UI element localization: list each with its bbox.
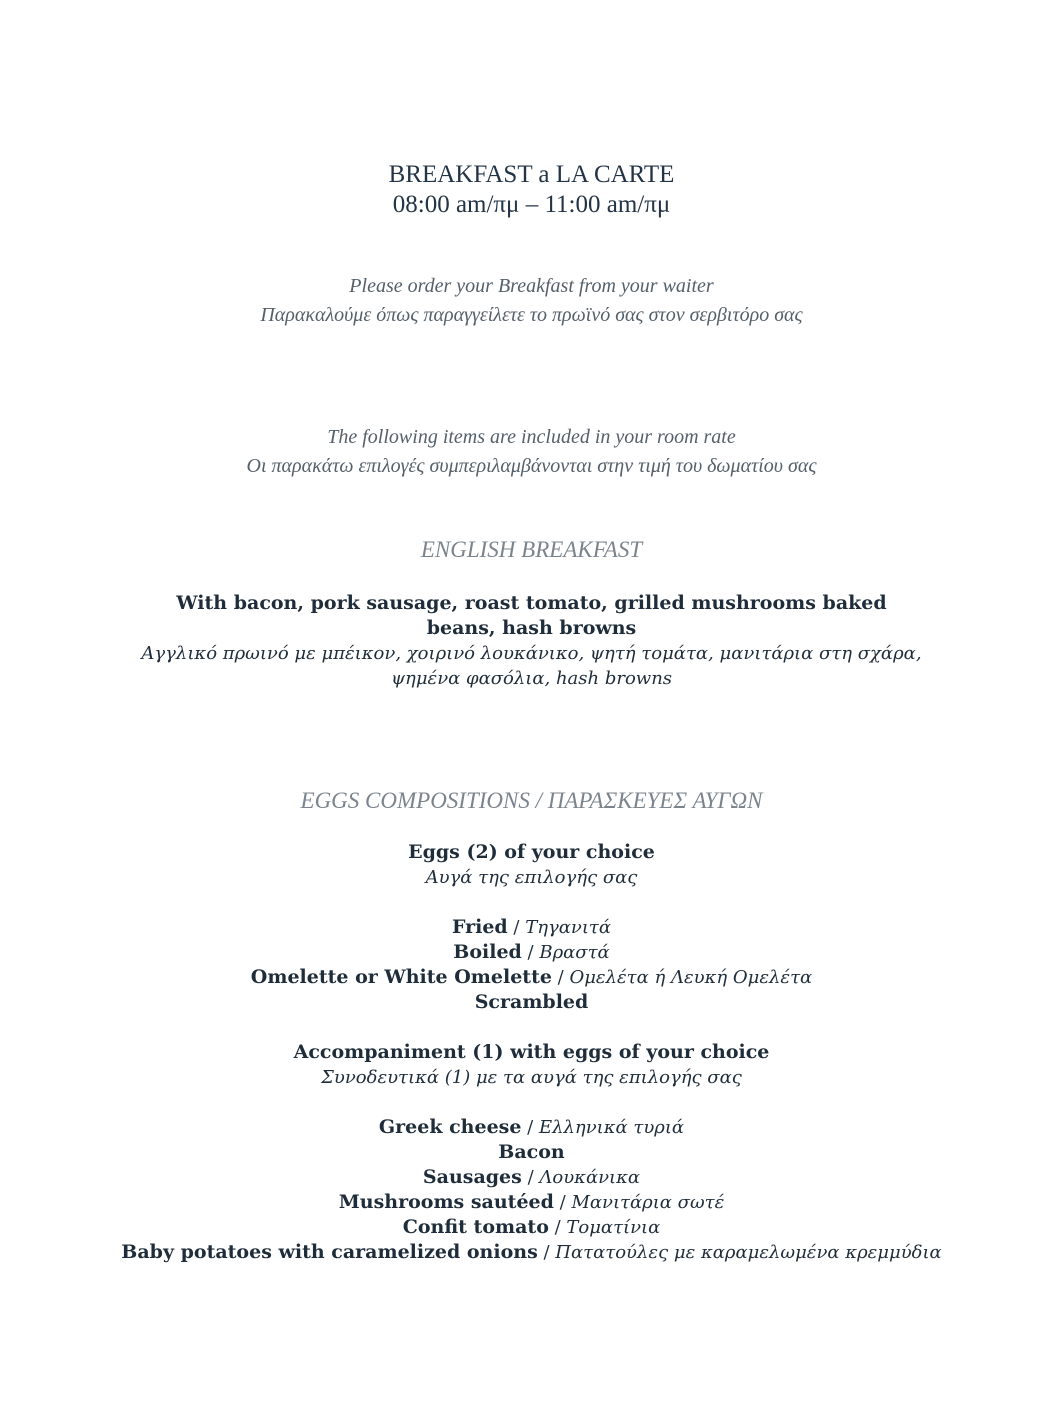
accompaniments-list [0,1115,1063,1265]
separator: / [537,1242,556,1263]
separator: / [521,942,540,963]
eggs-section [0,787,1063,815]
separator: / [551,967,570,988]
egg-style-en: Scrambled [474,991,589,1013]
service-hours: 08:00 am/πμ – 11:00 am/πμ [392,191,671,218]
accompaniment-en: Mushrooms sautéed [338,1191,554,1213]
egg-style-gr: Βραστά [539,942,610,963]
accompaniment-en: Sausages [422,1166,522,1188]
menu-title: BREAKFAST a LA CARTE [388,161,675,188]
egg-style-en: Fried [451,916,508,938]
egg-style-gr: Ομελέτα ή Λευκή Ομελέτα [569,967,813,988]
eggs-choice-gr: Αυγά της επιλογής σας [425,867,638,888]
accompaniment-gr: Λουκάνικα [539,1167,641,1188]
accompaniment-gr: Πατατούλες με καραμελωμένα κρεμμύδια [555,1242,942,1263]
accompaniment-gr: Τοματίνια [566,1217,661,1238]
separator: / [553,1192,572,1213]
egg-style-gr: Τηγανιτά [525,917,612,938]
order-note [0,272,1063,330]
separator: / [521,1117,539,1138]
accompaniment-gr: Ελληνικά τυριά [538,1117,685,1138]
egg-styles-list [0,915,1063,1015]
accompaniment-choice-gr: Συνοδευτικά (1) με τα αυγά της επιλογής σας [321,1067,742,1088]
egg-style-en: Boiled [453,941,522,963]
order-note-gr: Παρακαλούμε όπως παραγγείλετε το πρωϊνό σας στον σερβιτόρο σας [260,304,803,326]
list-item [0,1240,1063,1265]
accompaniment-en: Greek cheese [378,1116,522,1138]
list-item [0,1215,1063,1240]
list-item [0,940,1063,965]
separator: / [548,1217,567,1238]
list-item [0,1165,1063,1190]
accompaniment-choice-en: Accompaniment (1) with eggs of your choice [293,1041,770,1063]
egg-style-en: Omelette or White Omelette [250,966,552,988]
accompaniment-en: Baby potatoes with caramelized onions [121,1241,538,1263]
english-breakfast-desc-gr-2: ψημένα φασόλια, hash browns [390,668,673,689]
english-breakfast-heading: ENGLISH BREAKFAST [420,537,643,562]
included-note [0,423,1063,481]
separator: / [521,1167,540,1188]
included-note-en: The following items are included in your room rate [327,426,736,448]
eggs-heading: EGGS COMPOSITIONS / ΠΑΡΑΣΚΕΥΕΣ ΑΥΓΩΝ [300,788,763,813]
order-note-en: Please order your Breakfast from your waiter [349,275,714,297]
list-item [0,915,1063,940]
english-breakfast-section [0,536,1063,564]
list-item [0,1115,1063,1140]
accompaniment-gr: Μανιτάρια σωτέ [571,1192,725,1213]
list-item [0,965,1063,990]
list-item [0,990,1063,1015]
included-note-gr: Οι παρακάτω επιλογές συμπεριλαμβάνονται στην τιμή του δωματίου σας [246,455,817,477]
list-item [0,1140,1063,1165]
english-breakfast-desc-en: With bacon, pork sausage, roast tomato, grilled mushrooms baked beans, hash browns [176,592,887,639]
list-item [0,1190,1063,1215]
accompaniment-en: Bacon [498,1141,565,1163]
accompaniment-en: Confit tomato [402,1216,549,1238]
separator: / [507,917,526,938]
english-breakfast-description [0,591,1063,691]
menu-header [0,160,1063,220]
eggs-choice-en: Eggs (2) of your choice [408,841,655,863]
english-breakfast-desc-gr-1: Αγγλικό πρωινό με μπέικον, χοιρινό λουκάνικο, ψητή τομάτα, μανιτάρια στη σχάρα, [141,643,922,664]
accompaniment-choice [0,1040,1063,1090]
eggs-choice [0,840,1063,890]
